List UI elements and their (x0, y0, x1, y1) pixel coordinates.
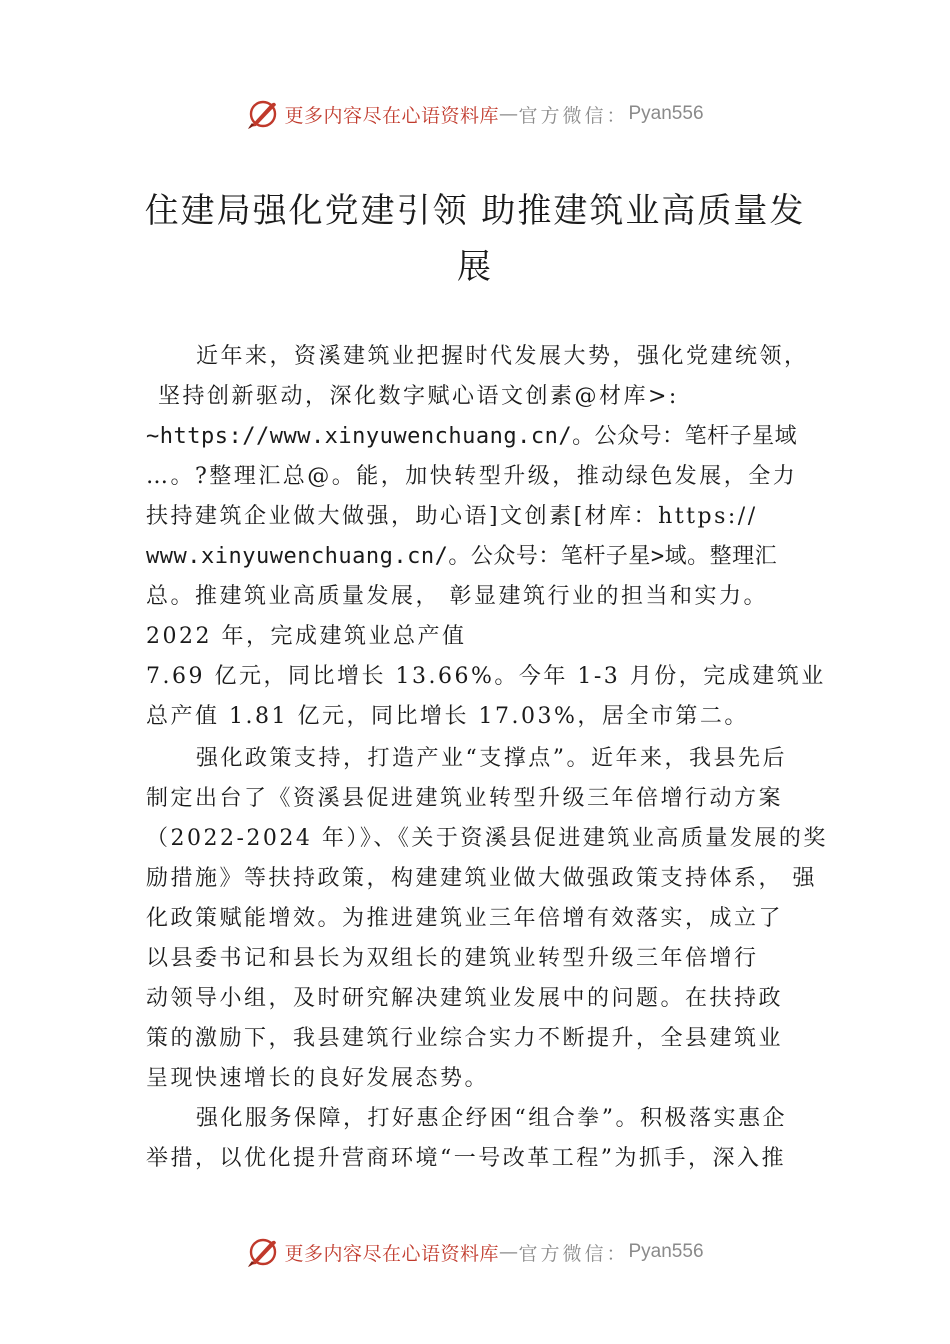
body-line: ~https://www.xinyuwenchuang.cn/。公众号：笔杆子星域 (146, 424, 798, 449)
body-line: 励措施》等扶持政策，构建建筑业做大做强政策支持体系， 强 (146, 866, 817, 891)
body-line: 举措，以优化提升营商环境“一号改革工程”为抓手，深入推 (146, 1146, 786, 1171)
banner-separator: — (498, 1241, 519, 1263)
article-title (140, 183, 810, 295)
body-line: 7.69 亿元，同比增长 13.66%。今年 1-3 月份，完成建筑业 (146, 664, 826, 689)
body-line: 以县委书记和县长为双组长的建筑业转型升级三年倍增行 (146, 946, 759, 971)
banner-wechat-label: 官方微信： (518, 1242, 629, 1265)
body-line: 强化政策支持，打造产业“支撑点”。近年来，我县先后 (196, 746, 787, 771)
body-line: 动领导小组，及时研究解决建筑业发展中的问题。在扶持政 (146, 986, 784, 1011)
banner-slogan: 更多内容尽在心语资料库 (284, 104, 499, 127)
banner-slogan: 更多内容尽在心语资料库 (284, 1242, 499, 1265)
footer-banner (0, 1230, 950, 1274)
body-line: 坚持创新驱动，深化数字赋心语文创素@材库>: (158, 384, 679, 409)
body-line: 呈现快速增长的良好发展态势。 (146, 1066, 490, 1091)
body-line: 总产值 1.81 亿元，同比增长 17.03%，居全市第二。 (146, 704, 749, 729)
body-line: 化政策赋能增效。为推进建筑业三年倍增有效落实，成立了 (146, 906, 784, 931)
body-line: 2022 年，完成建筑业总产值 (146, 624, 467, 649)
title-line-1: 住建局强化党建引领 助推建筑业高质量发 (144, 191, 806, 231)
body-line: （2022-2024 年）》、《关于资溪县促进建筑业高质量发展的奖 (146, 826, 828, 851)
body-line: 策的激励下，我县建筑行业综合实力不断提升，全县建筑业 (146, 1026, 784, 1051)
banner-wechat-id: Pyan556 (628, 1241, 704, 1262)
title-line-2: 展 (457, 247, 493, 287)
quill-pen-logo-icon (246, 97, 280, 131)
banner-separator: — (498, 103, 519, 125)
body-line: 强化服务保障，打好惠企纾困“组合拳”。积极落实惠企 (196, 1106, 787, 1131)
body-line: www.xinyuwenchuang.cn/。公众号：笔杆子星>域。整理汇 (146, 544, 778, 569)
body-line: 近年来，资溪建筑业把握时代发展大势，强化党建统领， (196, 344, 809, 369)
body-line: …。?整理汇总@。能，加快转型升级，推动绿色发展，全力 (146, 464, 798, 489)
banner-wechat-label: 官方微信： (518, 104, 629, 127)
body-line: 扶持建筑企业做大做强，助心语]文创素[材库：https:// (146, 504, 758, 529)
body-line: 制定出台了《资溪县促进建筑业转型升级三年倍增行动方案 (146, 786, 784, 811)
banner-wechat-id: Pyan556 (628, 103, 704, 124)
quill-pen-logo-icon (246, 1235, 280, 1269)
body-line: 总。推建筑业高质量发展， 彰显建筑行业的担当和实力。 (146, 584, 768, 609)
header-banner (0, 92, 950, 136)
